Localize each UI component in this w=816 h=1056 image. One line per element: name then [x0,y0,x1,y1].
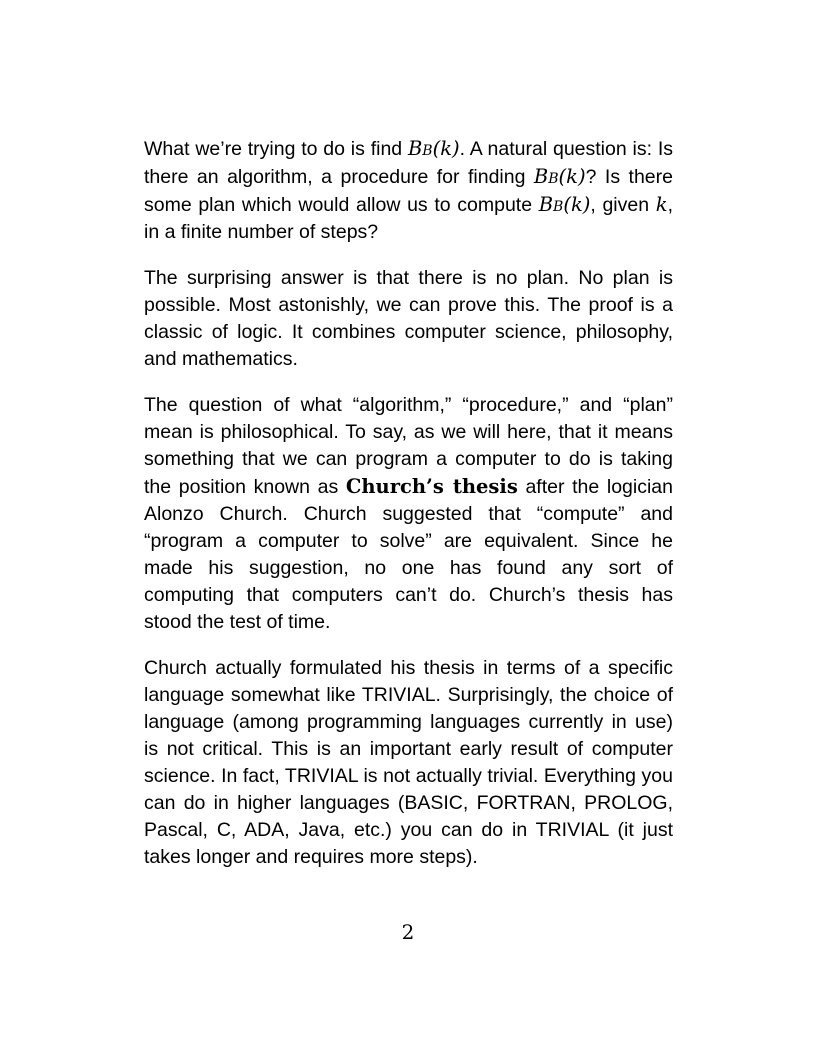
math-expression: (k) [432,137,460,160]
math-busy-beaver-symbol: Bb [533,165,559,188]
paragraph-churchs-thesis [144,392,673,636]
math-busy-beaver-symbol: Bb [407,137,433,160]
paragraph-busy-beaver-question [144,135,673,246]
math-variable-k: k [655,193,668,216]
text-run: ? Is there some plan which would allow us to compute [144,166,673,216]
text-run: The question of what “algorithm,” “procedure,” and “plan” mean is philosophical. To say, as we will here, that it means something that we can program a computer to do is taking the position known as [144,394,673,498]
math-expression: (k) [563,193,591,216]
text-run: Church actually formulated his thesis in terms of a specific language somewhat like TRIVIAL. Surprisingly, the choice of language (among programming languages currently in use) is not critical. This is an important early result of computer science. In fact, TRIVIAL is not actually trivial. Everything you can do in higher languages (BASIC, FORTRAN, PROLOG, Pascal, C, ADA, Java, etc.) you can do in TRIVIAL (it just takes longer and requires more steps). [144,657,673,868]
text-run: . A natural question is: Is there an algorithm, a procedure for finding [144,138,673,188]
paragraph-trivial-language [144,655,673,871]
math-busy-beaver-symbol: Bb [538,193,564,216]
page-number: 2 [401,920,415,944]
bold-term-churchs-thesis: Church’s thesis [345,475,518,498]
text-block [144,135,673,871]
text-run: after the logician Alonzo Church. Church suggested that “compute” and “program a computer to solve” are equivalent. Since he made his suggestion, no one has found any sort of computing that computers can’t do. Church’s thesis has stood the test of time. [144,476,673,633]
text-run: , in a finite number of steps? [144,194,673,243]
paragraph-no-plan [144,265,673,373]
text-run: The surprising answer is that there is no plan. No plan is possible. Most astonishly, we can prove this. The proof is a classic of logic. It combines computer science, philosophy, and mathematics. [144,267,673,370]
text-run: What we’re trying to do is find [144,138,408,160]
text-run: , given [590,194,656,216]
math-expression: (k) [558,165,586,188]
